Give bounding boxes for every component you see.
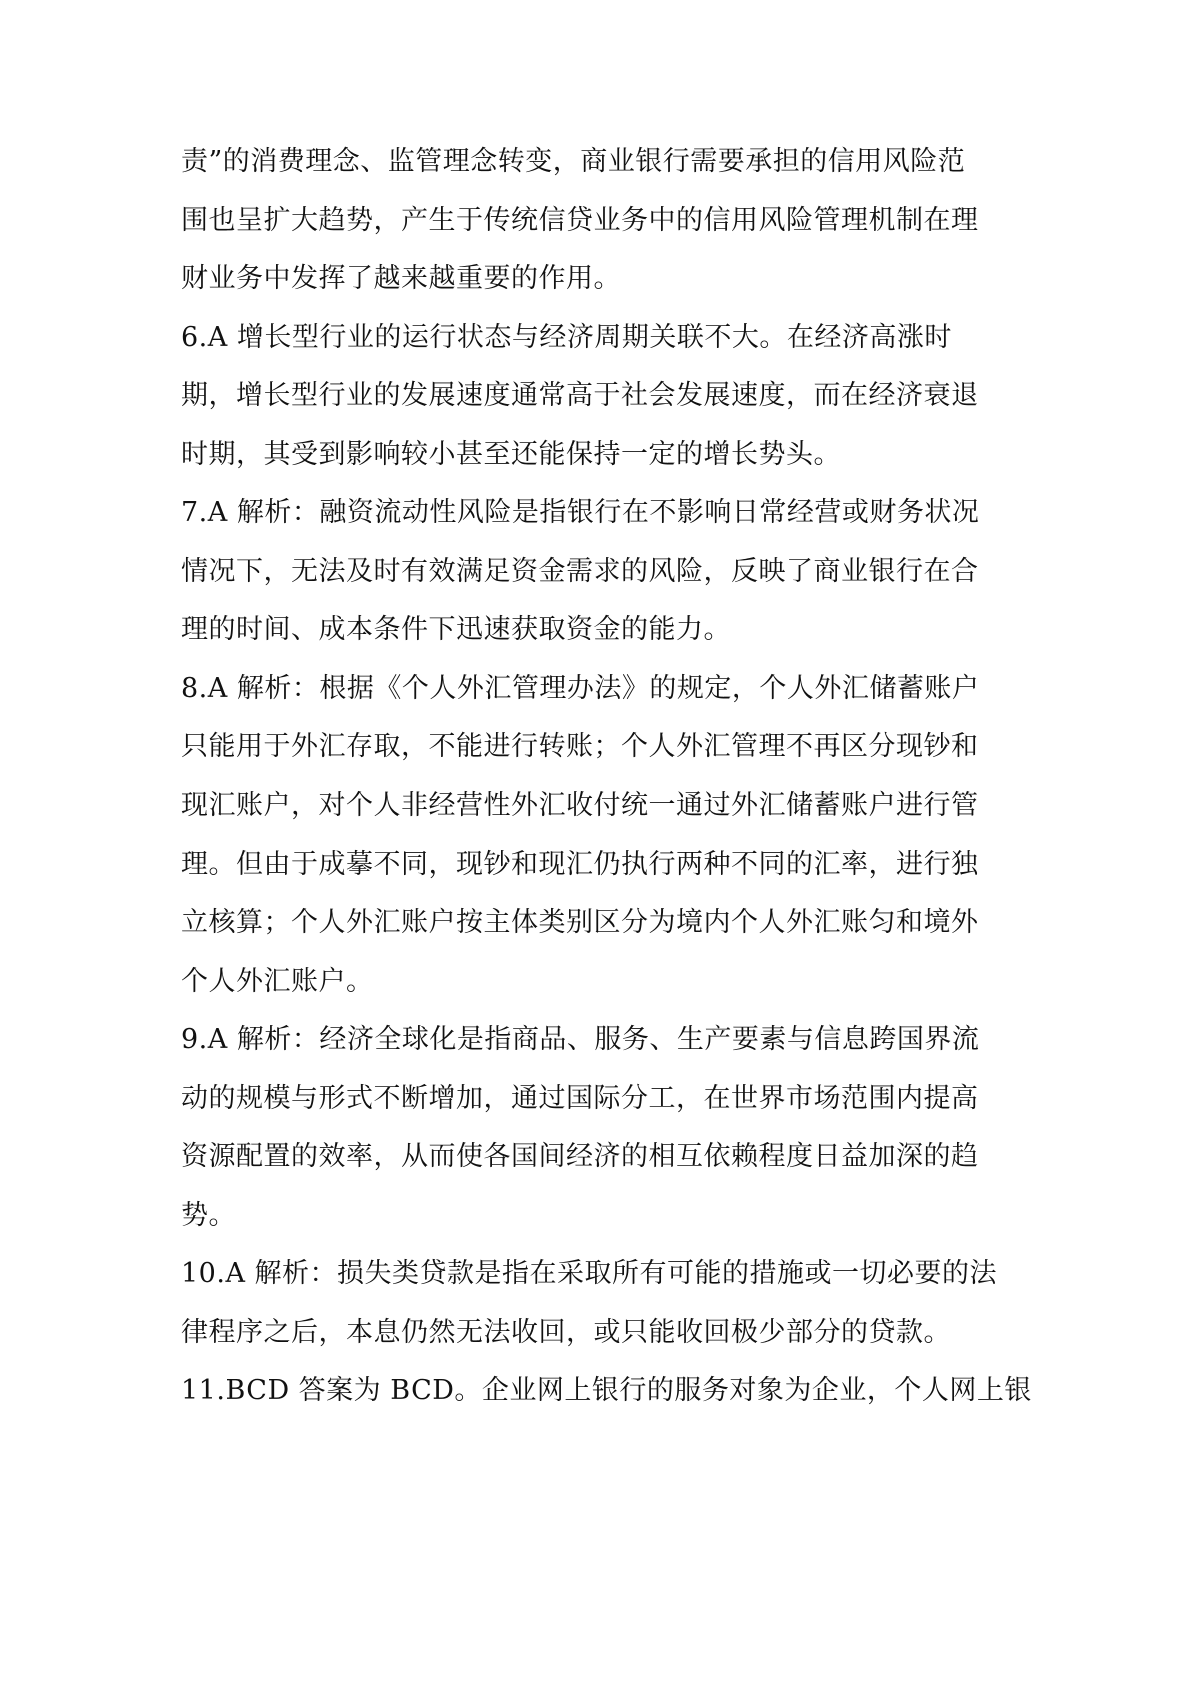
text-line: 动的规模与形式不断增加，通过国际分工，在世界市场范围内提高 xyxy=(181,1083,979,1114)
text-line: 律程序之后，本息仍然无法收回，或只能收回极少部分的贷款。 xyxy=(181,1317,951,1348)
text-line: 只能用于外汇存取，不能进行转账；个人外汇管理不再区分现钞和 xyxy=(181,731,979,762)
text-line: 资源配置的效率，从而使各国间经济的相互依赖程度日益加深的趋 xyxy=(181,1141,979,1172)
text-line: 理的时间、成本条件下迅速获取资金的能力。 xyxy=(181,614,731,645)
text-line: 期，增长型行业的发展速度通常高于社会发展速度，而在经济衰退 xyxy=(181,380,979,411)
text-line: 时期，其受到影响较小甚至还能保持一定的增长势头。 xyxy=(181,439,841,470)
text-line: 情况下，无法及时有效满足资金需求的风险，反映了商业银行在合 xyxy=(181,556,979,587)
text-line: 围也呈扩大趋势，产生于传统信贷业务中的信用风险管理机制在理 xyxy=(181,205,979,236)
text-line: 9.A 解析：经济全球化是指商品、服务、生产要素与信息跨国界流 xyxy=(181,1024,980,1055)
text-line: 财业务中发挥了越来越重要的作用。 xyxy=(181,263,621,294)
text-line: 理。但由于成摹不同，现钞和现汇仍执行两种不同的汇率，进行独 xyxy=(181,849,979,880)
text-line: 7.A 解析：融资流动性风险是指银行在不影响日常经营或财务状况 xyxy=(181,497,980,528)
text-line: 势。 xyxy=(181,1200,236,1231)
text-line: 责”的消费理念、监管理念转变，商业银行需要承担的信用风险范 xyxy=(181,146,966,177)
text-line: 10.A 解析：损失类贷款是指在采取所有可能的措施或一切必要的法 xyxy=(181,1258,998,1289)
text-line: 8.A 解析：根据《个人外汇管理办法》的规定，个人外汇储蓄账户 xyxy=(181,673,980,704)
text-line: 现汇账户，对个人非经营性外汇收付统一通过外汇储蓄账户进行管 xyxy=(181,790,979,821)
text-line: 6.A 增长型行业的运行状态与经济周期关联不大。在经济高涨时 xyxy=(181,322,952,353)
text-line: 个人外汇账户。 xyxy=(181,966,374,997)
text-line: 11.BCD 答案为 BCD。企业网上银行的服务对象为企业，个人网上银 xyxy=(181,1375,1032,1406)
text-line: 立核算；个人外汇账户按主体类别区分为境内个人外汇账匀和境外 xyxy=(181,907,979,938)
